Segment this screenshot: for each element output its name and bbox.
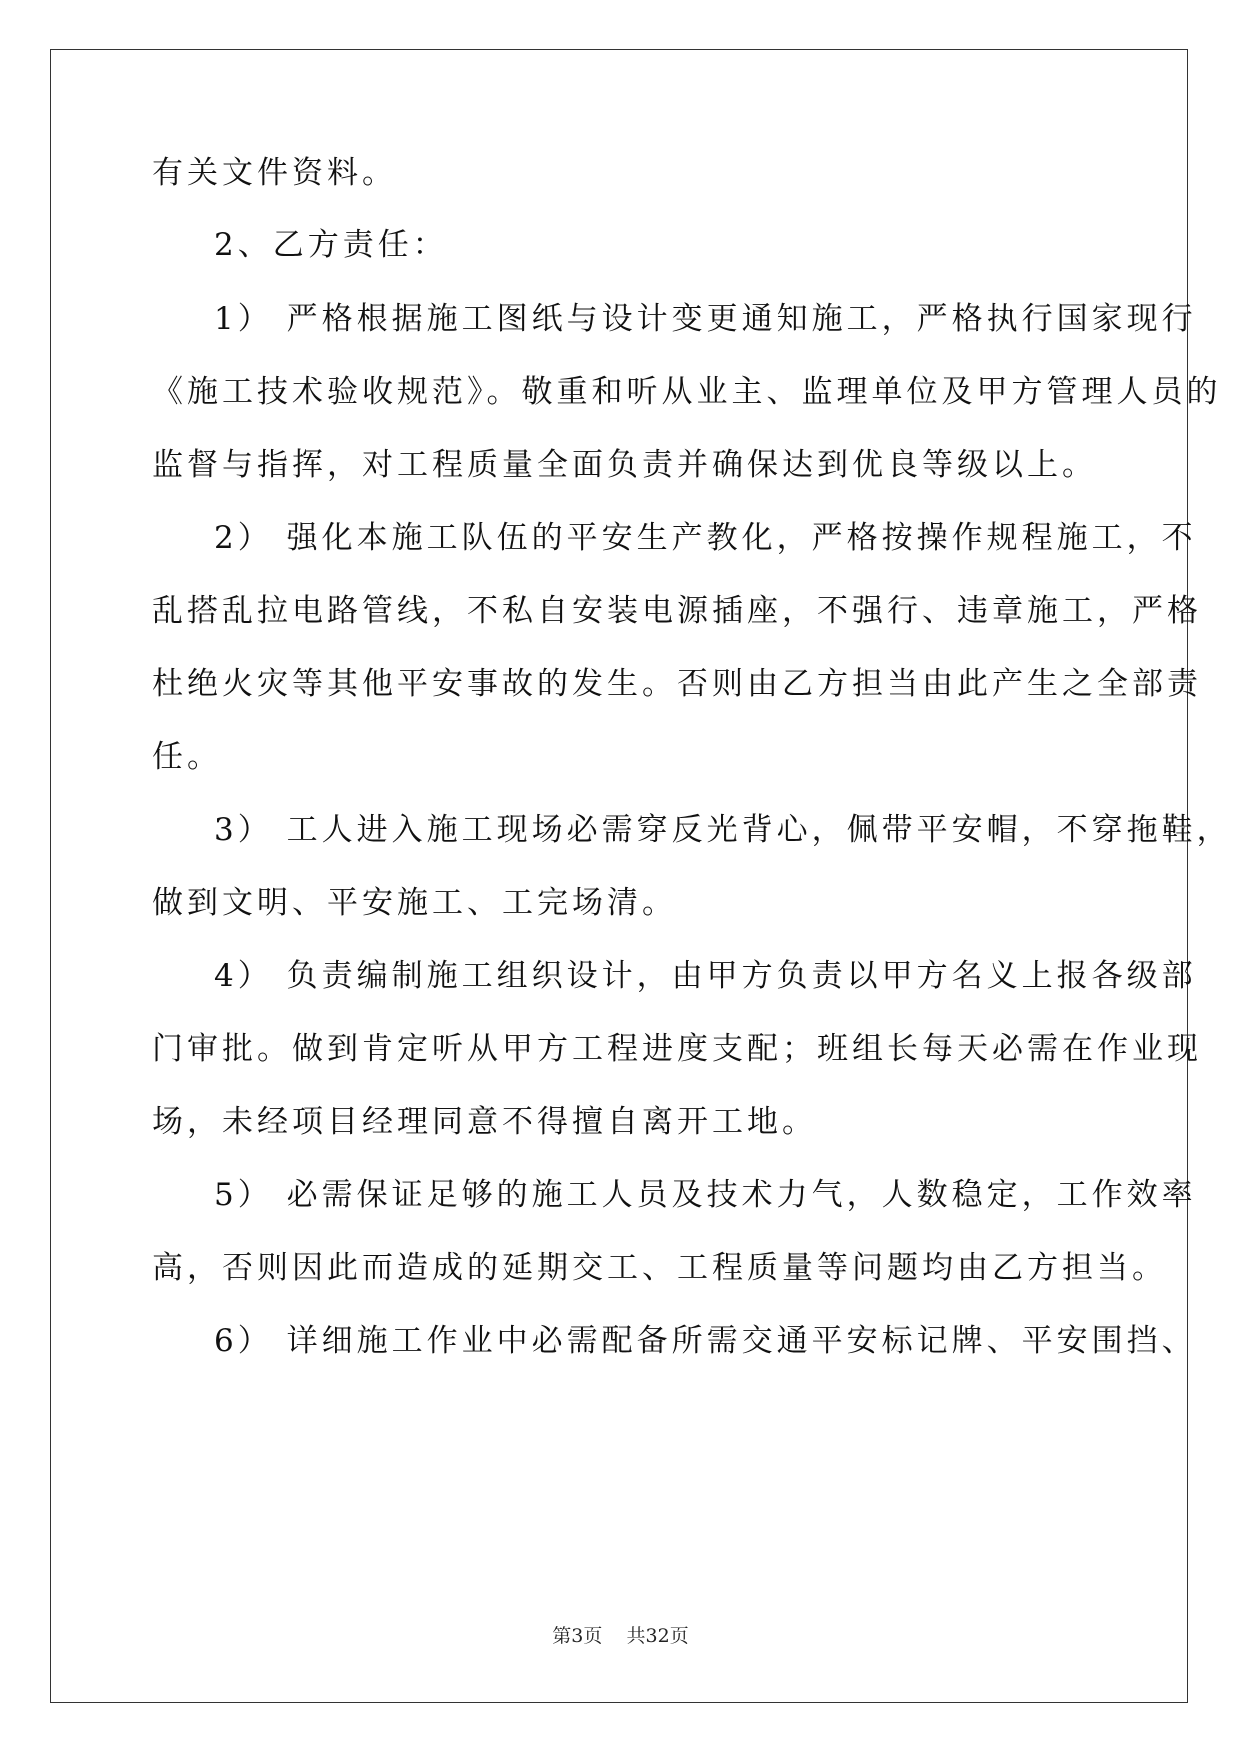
page-border	[50, 49, 1188, 1703]
body-text-line: 任。	[152, 739, 222, 775]
body-text-line: 杜绝火灾等其他平安事故的发生。否则由乙方担当由此产生之全部责	[152, 666, 1202, 702]
section-heading: 2、乙方责任：	[214, 227, 448, 263]
body-text-line: 有关文件资料。	[152, 155, 397, 191]
body-text-line: 场，未经项目经理同意不得擅自离开工地。	[152, 1104, 817, 1140]
body-text-line: 门审批。做到肯定听从甲方工程进度支配；班组长每天必需在作业现	[152, 1031, 1202, 1067]
body-text-line: 2） 强化本施工队伍的平安生产教化，严格按操作规程施工，不	[214, 520, 1197, 556]
body-text-line: 高，否则因此而造成的延期交工、工程质量等问题均由乙方担当。	[152, 1250, 1167, 1286]
page-number-footer: 第3页 共32页	[552, 1625, 689, 1647]
body-text-line: 3） 工人进入施工现场必需穿反光背心，佩带平安帽，不穿拖鞋，	[214, 812, 1232, 848]
body-text-line: 1） 严格根据施工图纸与设计变更通知施工，严格执行国家现行	[214, 301, 1197, 337]
body-text-line: 做到文明、平安施工、工完场清。	[152, 885, 677, 921]
body-text-line: 《施工技术验收规范》。敬重和听从业主、监理单位及甲方管理人员的	[152, 374, 1222, 410]
body-text-line: 4） 负责编制施工组织设计，由甲方负责以甲方名义上报各级部	[214, 958, 1197, 994]
body-text-line: 乱搭乱拉电路管线，不私自安装电源插座，不强行、违章施工，严格	[152, 593, 1202, 629]
body-text-line: 监督与指挥，对工程质量全面负责并确保达到优良等级以上。	[152, 447, 1097, 483]
body-text-line: 5） 必需保证足够的施工人员及技术力气，人数稳定，工作效率	[214, 1177, 1197, 1213]
body-text-line: 6） 详细施工作业中必需配备所需交通平安标记牌、平安围挡、	[214, 1323, 1197, 1359]
